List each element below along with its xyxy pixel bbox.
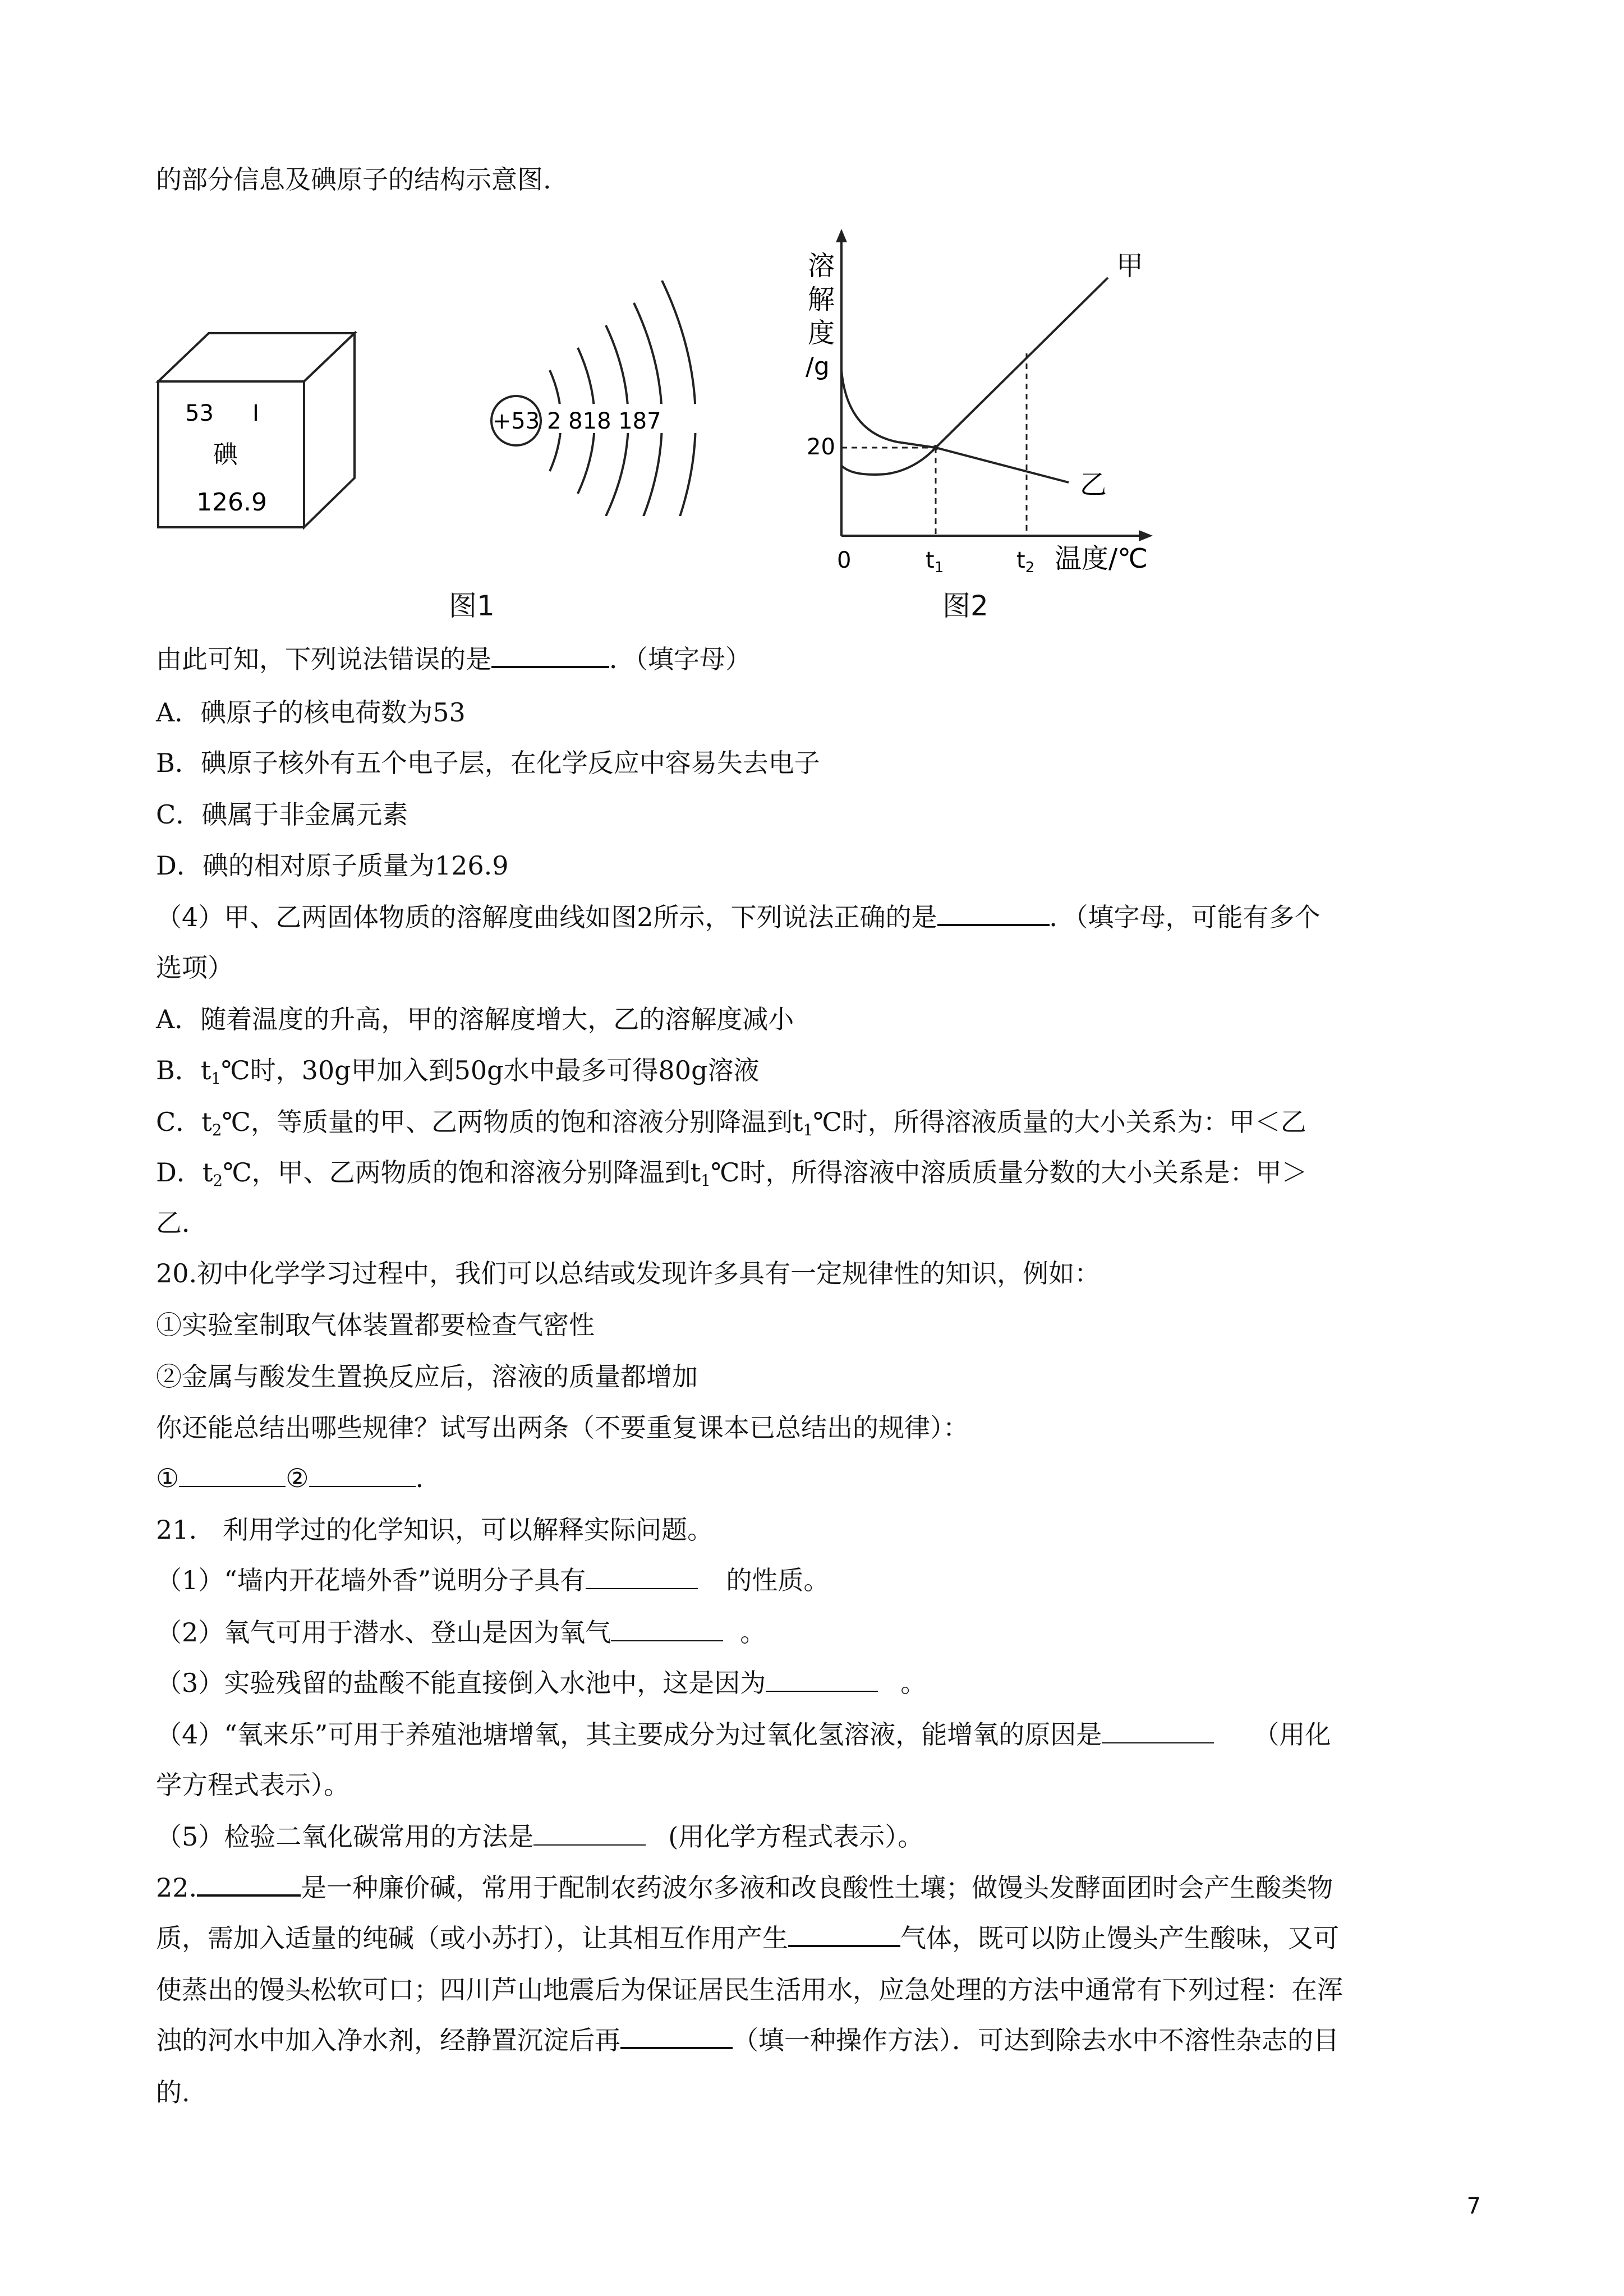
q21-part-4: （4）“氧来乐”可用于养殖池塘增氧，其主要成分为过氧化氢溶液，能增氧的原因是 （用化 <box>156 1719 1331 1750</box>
solubility-chart <box>785 224 1167 583</box>
q22-line-4: 浊的河水中加入净水剂，经静置沉淀后再 （填一种操作方法）．可达到除去水中不溶性杂志的目 <box>156 2025 1339 2055</box>
q3-option-b: B．碘原子核外有五个电子层，在化学反应中容易失去电子 <box>156 748 820 778</box>
y-tick-20: 20 <box>807 434 835 460</box>
q4-stem: （4）甲、乙两固体物质的溶解度曲线如图2所示，下列说法正确的是 ．（填字母，可能有多个 <box>156 902 1321 932</box>
figure1-caption: 图1 <box>449 590 495 622</box>
q20-stem: 20.初中化学学习过程中，我们可以总结或发现许多具有一定规律性的知识，例如： <box>156 1258 1101 1289</box>
q4-option-b: B．$t_1℃$时，30g甲加入到50g水中最多可得80g溶液 <box>156 1055 760 1088</box>
curve-jia <box>841 278 1108 475</box>
x-label: 温度/℃ <box>1055 543 1148 574</box>
y-label-4: /g <box>806 352 830 381</box>
q22-line-5: 的. <box>156 2077 190 2108</box>
series-yi-label: 乙 <box>1080 469 1107 500</box>
series-jia-label: 甲 <box>1116 250 1144 282</box>
x-tick-t1: $t_1$ <box>926 547 944 576</box>
q3-stem: 由此可知，下列说法错误的是 ．（填字母） <box>156 644 751 674</box>
q22-line-1: 22. 是一种廉价碱，常用于配制农药波尔多液和改良酸性土壤；做馒头发酵面团时会产生酸类物 <box>156 1872 1333 1903</box>
q22-line-3: 使蒸出的馒头松软可口；四川芦山地震后为保证居民生活用水，应急处理的方法中通常有下列过程：在浑 <box>156 1975 1343 2005</box>
intro-text: 的部分信息及碘原子的结构示意图. <box>156 164 551 195</box>
y-label-1: 溶 <box>808 250 835 282</box>
element-card-figure <box>151 331 365 544</box>
q4-option-d-cont: 乙． <box>156 1208 208 1238</box>
q20-answer-line: ① ② . <box>156 1463 424 1493</box>
y-label-3: 度 <box>808 318 835 349</box>
q20-example-2: ②金属与酸发生置换反应后，溶液的质量都增加 <box>156 1361 698 1392</box>
figure2-caption: 图2 <box>942 590 988 622</box>
atomic-number: 53 <box>185 401 214 426</box>
q21-part-2: （2）氧气可用于潜水、登山是因为氧气 。 <box>156 1617 766 1648</box>
y-label-2: 解 <box>808 284 835 315</box>
atom-structure-figure <box>482 280 740 516</box>
atomic-mass: 126.9 <box>196 488 267 517</box>
x-origin: 0 <box>837 547 852 573</box>
q20-example-1: ①实验室制取气体装置都要检查气密性 <box>156 1310 595 1340</box>
q4-option-d: D．$t_2℃$，甲、乙两物质的饱和溶液分别降温到$t_1℃$时，所得溶液中溶质质量分数的大小关系是：甲＞ <box>156 1157 1308 1190</box>
element-symbol: I <box>252 401 259 426</box>
q4-stem-cont: 选项） <box>156 953 233 983</box>
electron-shells: 2 818 187 <box>547 408 661 434</box>
curve-yi <box>841 370 1069 482</box>
q4-option-a: A．随着温度的升高，甲的溶解度增大，乙的溶解度减小 <box>156 1004 794 1034</box>
q4-option-c: C．$t_2℃$，等质量的甲、乙两物质的饱和溶液分别降温到$t_1℃$时，所得溶液质量的大小关系为：甲＜乙 <box>156 1107 1306 1139</box>
x-tick-t2: $t_2$ <box>1016 547 1035 576</box>
q21-part-4-cont: 学方程式表示）。 <box>156 1770 349 1800</box>
q21-part-5: （5）检验二氧化碳常用的方法是 (用化学方程式表示）。 <box>156 1821 924 1852</box>
q20-ask: 你还能总结出哪些规律？试写出两条（不要重复课本已总结出的规律）： <box>156 1412 969 1443</box>
q21-part-1: （1）“墙内开花墙外香”说明分子具有 的性质。 <box>156 1565 830 1595</box>
nucleus-charge: +53 <box>492 408 540 434</box>
q3-option-d: D．碘的相对原子质量为126.9 <box>156 850 509 881</box>
q3-option-a: A．碘原子的核电荷数为53 <box>156 697 466 728</box>
q22-line-2: 质，需加入适量的纯碱（或小苏打），让其相互作用产生 气体，既可以防止馒头产生酸味，又可 <box>156 1923 1339 1953</box>
q21-part-3: （3）实验残留的盐酸不能直接倒入水池中，这是因为 。 <box>156 1668 927 1698</box>
q3-option-c: C．碘属于非金属元素 <box>156 799 408 830</box>
q21-stem: 21. 利用学过的化学知识，可以解释实际问题。 <box>156 1515 714 1545</box>
page-number: 7 <box>1466 2193 1481 2219</box>
element-name: 碘 <box>213 440 238 469</box>
